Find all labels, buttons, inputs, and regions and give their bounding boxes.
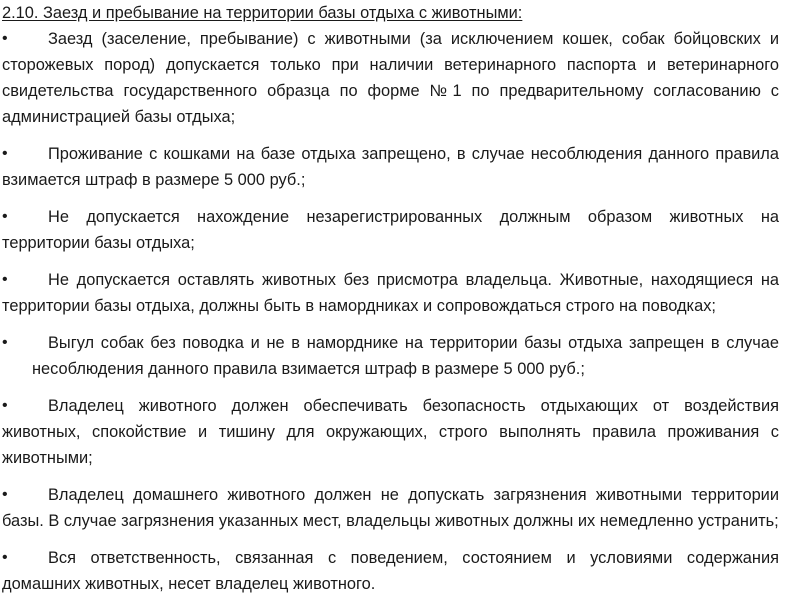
section-title: 2.10. Заезд и пребывание на территории базы отдыха с животными:	[2, 4, 523, 22]
bullet-icon: •	[2, 30, 8, 47]
bullet-icon: •	[2, 486, 8, 503]
bullet-icon: •	[2, 271, 8, 288]
list-item	[2, 26, 779, 130]
list-item	[2, 482, 779, 534]
list-item	[2, 545, 779, 597]
list-item-text: Заезд (заселение, пребывание) с животными (за исключением кошек, собак бойцовских и сторожевых пород) допускается только при наличии ветеринарного паспорта и ветеринарного свидетельства государственного образца по форме №1 по предварительному согласованию с администрацией базы отдыха;	[2, 30, 779, 126]
list-item	[2, 204, 779, 256]
list-item-text: Владелец животного должен обеспечивать безопасность отдыхающих от воздействия животных, спокойствие и тишину для окружающих, строго выполнять правила проживания с животными;	[2, 397, 779, 467]
bullet-icon: •	[2, 397, 8, 414]
list-item	[2, 141, 779, 193]
list-item-text: Владелец домашнего животного должен не допускать загрязнения животными территории базы. В случае загрязнения указанных мест, владельцы животных должны их немедленно устранить;	[2, 486, 779, 530]
list-item-text: Не допускается оставлять животных без присмотра владельца. Животные, находящиеся на территории базы отдыха, должны быть в намордниках и сопровождаться строго на поводках;	[2, 271, 779, 315]
bullet-icon: •	[2, 334, 8, 351]
bullet-icon: •	[2, 549, 8, 566]
list-item-text: Не допускается нахождение незарегистрированных должным образом животных на территории базы отдыха;	[2, 208, 779, 252]
list-item	[2, 393, 779, 471]
list-item-text: Выгул собак без поводка и не в наморднике на территории базы отдыха запрещен в случае несоблюдения данного правила взимается штраф в размере 5 000 руб.;	[32, 334, 779, 378]
list-item-text: Проживание с кошками на базе отдыха запрещено, в случае несоблюдения данного правила взимается штраф в размере 5 000 руб.;	[2, 145, 779, 189]
list-item	[2, 267, 779, 319]
bullet-icon: •	[2, 145, 8, 162]
list-item	[2, 330, 779, 382]
rules-list	[2, 26, 779, 597]
bullet-icon: •	[2, 208, 8, 225]
list-item-text: Вся ответственность, связанная с поведением, состоянием и условиями содержания домашних животных, несет владелец животного.	[2, 549, 779, 593]
